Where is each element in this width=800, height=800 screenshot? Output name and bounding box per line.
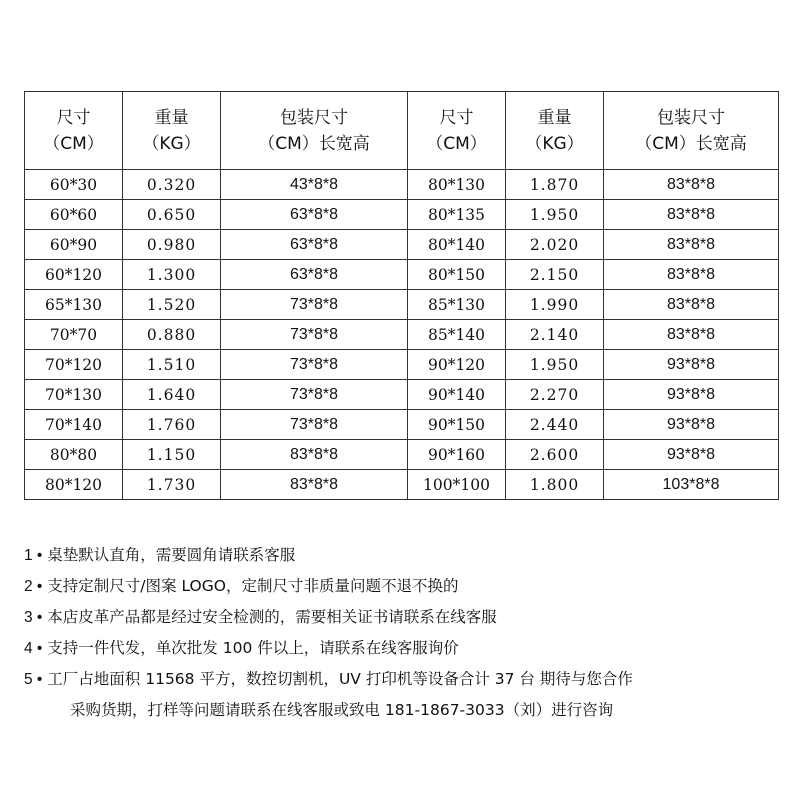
table-row (25, 230, 779, 260)
package-cell: 93*8*8 (604, 410, 779, 440)
table-row (25, 320, 779, 350)
weight-cell: 1.640 (123, 380, 221, 410)
size-cell: 70*120 (25, 350, 123, 380)
size-cell: 100*100 (408, 470, 506, 500)
table-row (25, 200, 779, 230)
package-cell: 83*8*8 (221, 440, 408, 470)
header-package-unit: （CM）长宽高 (635, 133, 747, 154)
package-cell: 63*8*8 (221, 230, 408, 260)
note-item (24, 602, 784, 633)
size-cell: 90*140 (408, 380, 506, 410)
package-cell: 83*8*8 (221, 470, 408, 500)
package-cell: 83*8*8 (604, 170, 779, 200)
note-item (24, 633, 784, 664)
header-package-right (604, 92, 779, 170)
weight-cell: 1.300 (123, 260, 221, 290)
table-body (25, 170, 779, 500)
weight-cell: 0.650 (123, 200, 221, 230)
package-cell: 73*8*8 (221, 350, 408, 380)
package-cell: 83*8*8 (604, 290, 779, 320)
notes-list (24, 540, 784, 725)
note-text: 支持一件代发，单次批发 100 件以上，请联系在线客服询价 (47, 639, 459, 657)
note-index: 5 • (24, 671, 43, 688)
weight-cell: 2.270 (506, 380, 604, 410)
package-cell: 83*8*8 (604, 320, 779, 350)
note-text: 本店皮革产品都是经过安全检测的，需要相关证书请联系在线客服 (47, 608, 497, 626)
size-cell: 60*120 (25, 260, 123, 290)
weight-cell: 1.870 (506, 170, 604, 200)
weight-cell: 1.150 (123, 440, 221, 470)
size-cell: 60*60 (25, 200, 123, 230)
weight-cell: 1.990 (506, 290, 604, 320)
table-row (25, 470, 779, 500)
package-cell: 93*8*8 (604, 380, 779, 410)
note-index: 1 • (24, 547, 43, 564)
size-cell: 90*150 (408, 410, 506, 440)
note-text: 工厂占地面积 11568 平方，数控切割机，UV 打印机等设备合计 37 台 期待与您合作 (47, 670, 633, 688)
weight-cell: 2.150 (506, 260, 604, 290)
note-text: 桌垫默认直角，需要圆角请联系客服 (47, 546, 296, 564)
header-size-label: 尺寸 (439, 107, 474, 128)
size-cell: 80*80 (25, 440, 123, 470)
header-weight-label: 重量 (537, 107, 572, 128)
header-weight-unit: （KG） (525, 133, 584, 154)
table-header-row (25, 92, 779, 170)
header-package-left (221, 92, 408, 170)
weight-cell: 1.760 (123, 410, 221, 440)
weight-cell: 2.140 (506, 320, 604, 350)
size-weight-table (24, 91, 779, 500)
note-item (24, 571, 784, 602)
note-continuation: 采购货期，打样等问题请联系在线客服或致电 181-1867-3033（刘）进行咨询 (70, 701, 614, 719)
size-cell: 80*130 (408, 170, 506, 200)
weight-cell: 1.800 (506, 470, 604, 500)
note-index: 4 • (24, 640, 43, 657)
package-cell: 43*8*8 (221, 170, 408, 200)
package-cell: 63*8*8 (221, 260, 408, 290)
note-item (24, 664, 784, 725)
header-weight-right (506, 92, 604, 170)
header-size-label: 尺寸 (56, 107, 91, 128)
note-index: 2 • (24, 578, 43, 595)
package-cell: 73*8*8 (221, 290, 408, 320)
size-cell: 70*70 (25, 320, 123, 350)
header-package-label: 包装尺寸 (280, 107, 348, 128)
header-size-unit: （CM） (426, 133, 487, 154)
weight-cell: 0.320 (123, 170, 221, 200)
note-item (24, 540, 784, 571)
size-cell: 80*140 (408, 230, 506, 260)
header-weight-label: 重量 (154, 107, 189, 128)
header-size-unit: （CM） (43, 133, 104, 154)
weight-cell: 0.880 (123, 320, 221, 350)
weight-cell: 1.950 (506, 200, 604, 230)
package-cell: 73*8*8 (221, 380, 408, 410)
weight-cell: 2.600 (506, 440, 604, 470)
weight-cell: 0.980 (123, 230, 221, 260)
size-cell: 65*130 (25, 290, 123, 320)
package-cell: 83*8*8 (604, 260, 779, 290)
size-cell: 85*140 (408, 320, 506, 350)
table-row (25, 440, 779, 470)
note-text: 支持定制尺寸/图案 LOGO，定制尺寸非质量问题不退不换的 (47, 577, 459, 595)
weight-cell: 1.510 (123, 350, 221, 380)
package-cell: 93*8*8 (604, 440, 779, 470)
package-cell: 73*8*8 (221, 320, 408, 350)
size-cell: 85*130 (408, 290, 506, 320)
size-cell: 70*130 (25, 380, 123, 410)
header-weight-unit: （KG） (142, 133, 201, 154)
size-cell: 60*90 (25, 230, 123, 260)
header-weight-left (123, 92, 221, 170)
size-cell: 80*120 (25, 470, 123, 500)
header-package-label: 包装尺寸 (657, 107, 725, 128)
weight-cell: 1.730 (123, 470, 221, 500)
size-cell: 90*120 (408, 350, 506, 380)
size-cell: 80*135 (408, 200, 506, 230)
weight-cell: 1.950 (506, 350, 604, 380)
header-package-unit: （CM）长宽高 (258, 133, 370, 154)
table-row (25, 290, 779, 320)
weight-cell: 2.440 (506, 410, 604, 440)
size-cell: 90*160 (408, 440, 506, 470)
package-cell: 83*8*8 (604, 230, 779, 260)
table-row (25, 410, 779, 440)
package-cell: 93*8*8 (604, 350, 779, 380)
package-cell: 83*8*8 (604, 200, 779, 230)
weight-cell: 1.520 (123, 290, 221, 320)
weight-cell: 2.020 (506, 230, 604, 260)
package-cell: 73*8*8 (221, 410, 408, 440)
note-index: 3 • (24, 609, 43, 626)
header-size-right (408, 92, 506, 170)
size-cell: 70*140 (25, 410, 123, 440)
size-cell: 60*30 (25, 170, 123, 200)
table-row (25, 260, 779, 290)
table-row (25, 350, 779, 380)
size-cell: 80*150 (408, 260, 506, 290)
table-row (25, 170, 779, 200)
table-row (25, 380, 779, 410)
header-size-left (25, 92, 123, 170)
package-cell: 63*8*8 (221, 200, 408, 230)
package-cell: 103*8*8 (604, 470, 779, 500)
